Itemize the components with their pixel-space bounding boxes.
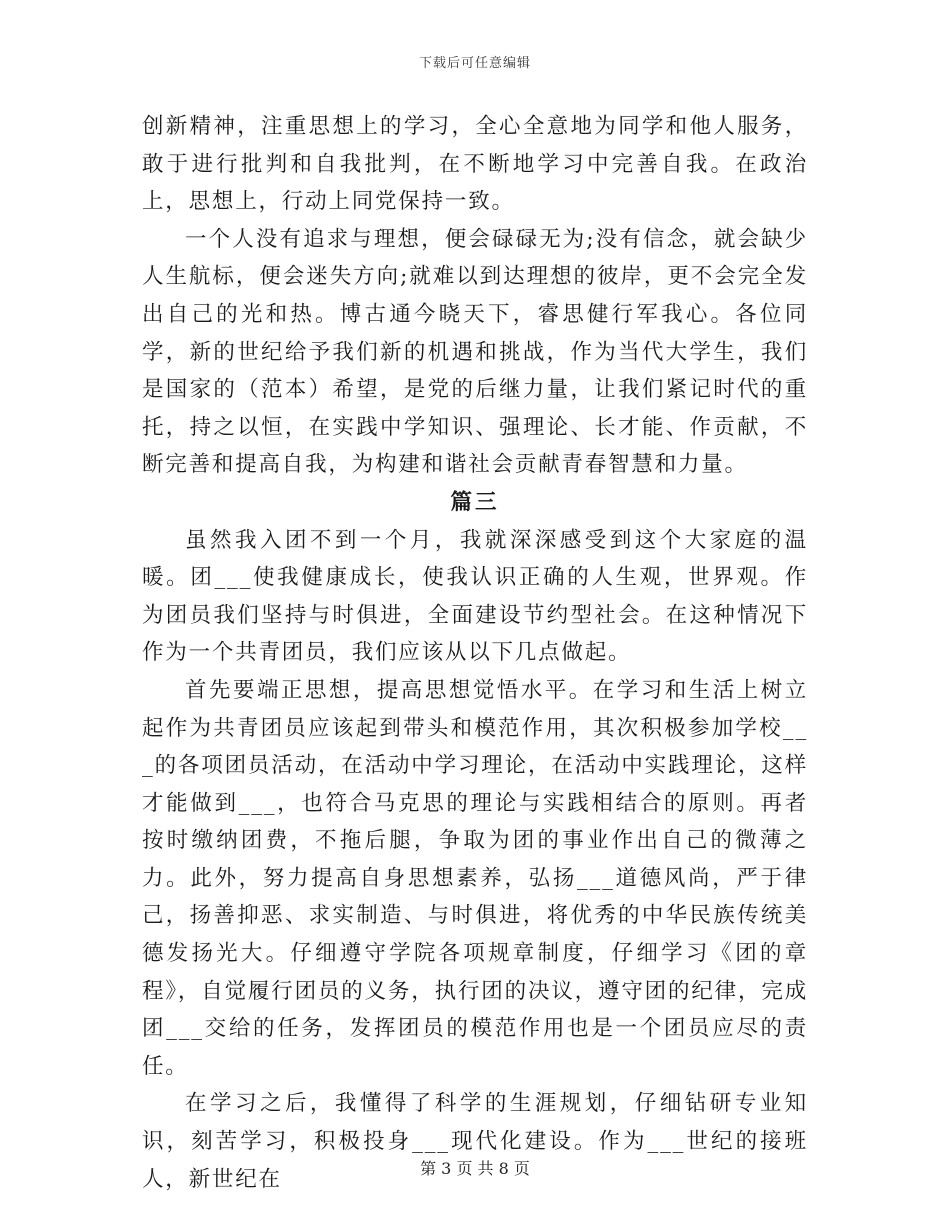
paragraph-first-steps: 首先要端正思想，提高思想觉悟水平。在学习和生活上树立起作为共青团员应该起到带头和模范作用，其次积极参加学校___的各项团员活动，在活动中学习理论，在活动中实践理论，这样才能做到___，也符合马克思的理论与实践相结合的原则。再者按时缴纳团费，不拖后腿，争取为团的事业作出自己的微薄之力。此外，努力提高自身思想素养，弘扬___道德风尚，严于律己，扬善抑恶、求实制造、与时俱进，将优秀的中华民族传统美德发扬光大。仔细遵守学院各项规章制度，仔细学习《团的章程》，自觉履行团员的义务，执行团的决议，遵守团的纪律，完成团___交给的任务，发挥团员的模范作用也是一个团员应尽的责任。 bbox=[142, 677, 808, 1079]
document-body bbox=[142, 108, 808, 1198]
paragraph-ideals: 一个人没有追求与理想，便会碌碌无为;没有信念，就会缺少人生航标，便会迷失方向;就难以到达理想的彼岸，更不会完全发出自己的光和热。博古通今晓天下，睿思健行军我心。各位同学，新的世纪给予我们新的机遇和挑战，作为当代大学生，我们是国家的（范本）希望，是党的后继力量，让我们紧记时代的重托，持之以恒，在实践中学知识、强理论、长才能、作贡献，不断完善和提高自我，为构建和谐社会贡献青春智慧和力量。 bbox=[142, 226, 808, 478]
paragraph-after-study: 在学习之后，我懂得了科学的生涯规划，仔细钻研专业知识，刻苦学习，积极投身___现代化建设。作为___世纪的接班人，新世纪在 bbox=[142, 1091, 808, 1192]
page-header: 下载后可任意编辑 bbox=[418, 56, 531, 71]
page-footer: 第 3 页 共 8 页 bbox=[420, 1159, 530, 1178]
paragraph-continued: 创新精神，注重思想上的学习，全心全意地为同学和他人服务，敢于进行批判和自我批判，在不断地学习中完善自我。在政治上，思想上，行动上同党保持一致。 bbox=[142, 114, 808, 215]
paragraph-joining-league: 虽然我入团不到一个月，我就深深感受到这个大家庭的温暖。团___使我健康成长，使我认识正确的人生观，世界观。作为团员我们坚持与时俱进，全面建设节约型社会。在这种情况下作为一个共青团员，我们应该从以下几点做起。 bbox=[142, 527, 808, 666]
section-title: 篇三 bbox=[450, 489, 500, 515]
